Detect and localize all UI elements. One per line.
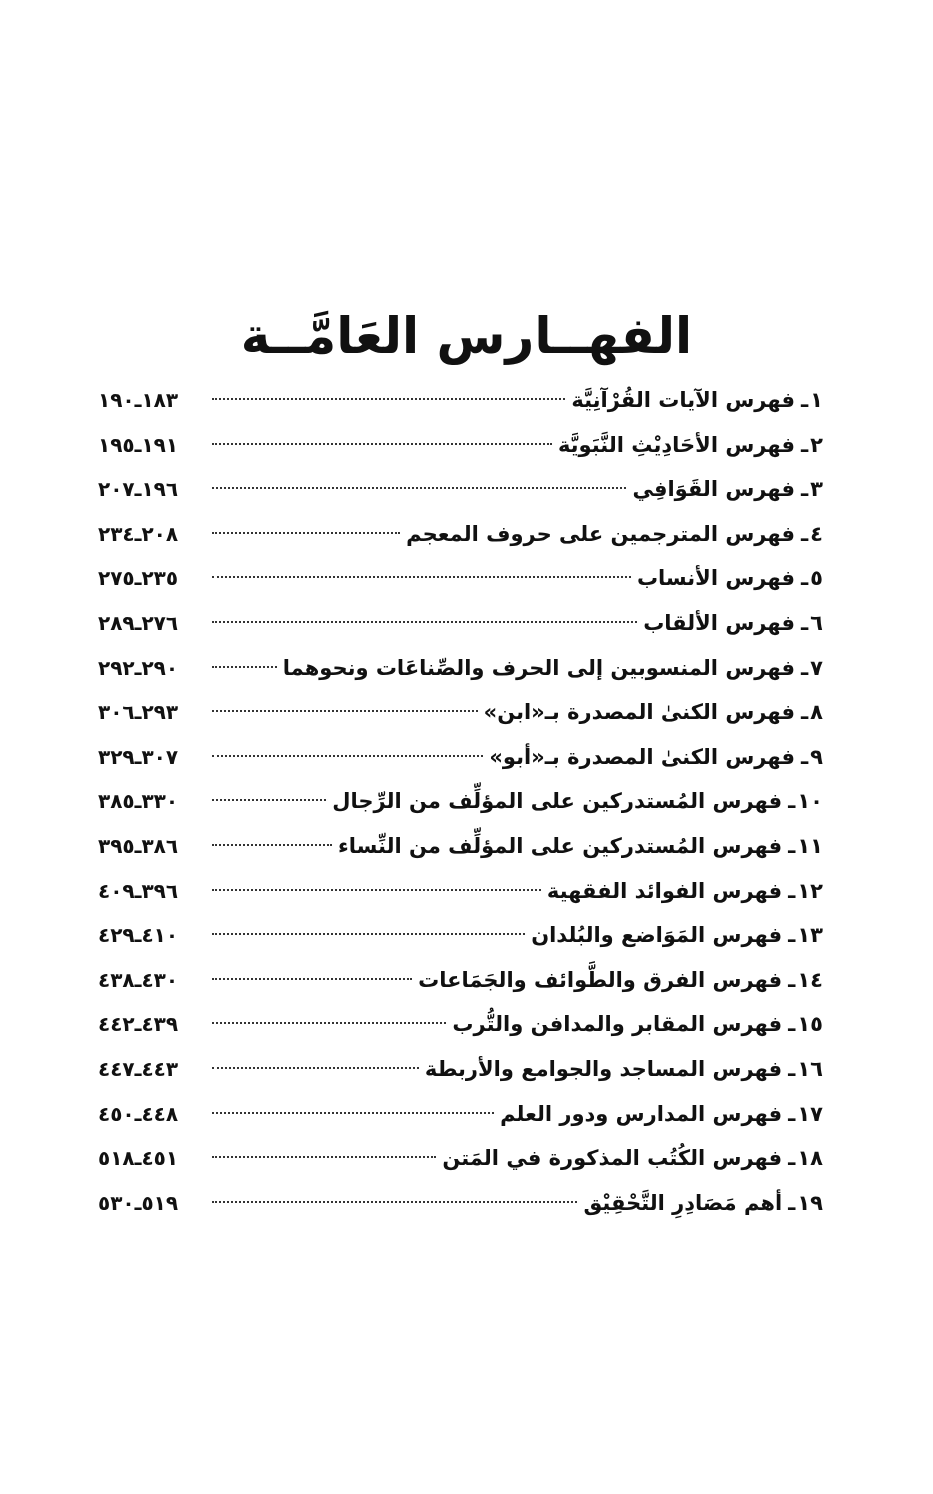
- toc-entry: [98, 646, 823, 691]
- toc-entry: [98, 824, 823, 869]
- entry-separator: ـ: [800, 744, 809, 769]
- entry-label: فهرس المنسوبين إلى الحرف والصِّناعَات ونحوهما: [282, 655, 795, 680]
- entry-page-range: ٣٣٠ـ٣٨٥: [98, 789, 179, 814]
- entry-number: ٦: [810, 610, 823, 635]
- dot-leader: [212, 532, 400, 534]
- dot-leader: [212, 487, 626, 489]
- entry-label: فهرس الألقاب: [643, 610, 795, 635]
- entry-number: ١٨: [797, 1146, 823, 1171]
- entry-separator: ـ: [800, 700, 809, 725]
- entry-number: ٢: [810, 432, 823, 457]
- entry-label: فهرس الأحَادِيْثِ النَّبَويَّة: [557, 432, 795, 457]
- page-title: الفهــارس العَامَّــة: [240, 306, 693, 365]
- entry-page-range: ٤٣٠ـ٤٣٨: [98, 967, 179, 992]
- toc-entry: [98, 690, 823, 735]
- entry-number: ١٠: [797, 789, 823, 814]
- entry-number: ١٤: [797, 967, 823, 992]
- entry-page-range: ٤٤٣ـ٤٤٧: [98, 1056, 179, 1081]
- entry-separator: ـ: [788, 878, 796, 903]
- entry-page-range: ٣٩٦ـ٤٠٩: [98, 878, 179, 903]
- entry-separator: ـ: [788, 833, 796, 858]
- entry-label: فهرس الكُتُب المذكورة في المَتن: [442, 1146, 783, 1171]
- entry-label: فهرس المساجد والجوامع والأربطة: [424, 1056, 783, 1081]
- entry-separator: ـ: [788, 967, 796, 992]
- toc-entry: [98, 1092, 823, 1137]
- dot-leader: [212, 933, 525, 935]
- entry-separator: ـ: [800, 432, 809, 457]
- entry-label: فهرس القَوَافِي: [632, 477, 795, 502]
- entry-label: فهرس المدارس ودور العلم: [500, 1101, 783, 1126]
- entry-number: ١٩: [797, 1190, 823, 1215]
- entry-page-range: ٣٨٦ـ٣٩٥: [98, 833, 179, 858]
- entry-separator: ـ: [788, 1190, 796, 1215]
- entry-label: فهرس المترجمين على حروف المعجم: [406, 521, 795, 546]
- toc-entry: [98, 601, 823, 646]
- entry-number: ٣: [810, 477, 823, 502]
- toc-entry: [98, 378, 823, 423]
- dot-leader: [212, 1112, 494, 1114]
- toc-entry: [98, 1047, 823, 1092]
- entry-page-range: ٤٥١ـ٥١٨: [98, 1146, 179, 1171]
- entry-label: فهرس الكنىٰ المصدرة بـ«أبو»: [489, 744, 795, 769]
- entry-number: ١٧: [797, 1101, 823, 1126]
- entry-separator: ـ: [800, 521, 809, 546]
- entry-separator: ـ: [788, 789, 796, 814]
- entry-label: فهرس الأنساب: [636, 566, 795, 591]
- entry-separator: ـ: [800, 655, 809, 680]
- entry-page-range: ٤١٠ـ٤٢٩: [98, 923, 179, 948]
- toc-entry: [98, 779, 823, 824]
- entry-number: ١٢: [797, 878, 823, 903]
- entry-number: ٨: [810, 700, 823, 725]
- entry-separator: ـ: [800, 388, 809, 412]
- dot-leader: [212, 1156, 436, 1158]
- entry-separator: ـ: [800, 477, 809, 502]
- entry-page-range: ٤٣٩ـ٤٤٢: [98, 1012, 179, 1037]
- entry-separator: ـ: [788, 1146, 796, 1171]
- entry-number: ١٣: [797, 923, 823, 948]
- entry-label: فهرس الفوائد الفقهية: [546, 878, 783, 903]
- entry-page-range: ٢٧٦ـ٢٨٩: [98, 610, 179, 635]
- toc-entry: [98, 958, 823, 1003]
- entry-separator: ـ: [800, 566, 809, 591]
- entry-number: ٥: [810, 566, 823, 591]
- entry-number: ١١: [797, 833, 823, 858]
- dot-leader: [212, 398, 565, 400]
- entry-separator: ـ: [788, 1101, 796, 1126]
- entry-separator: ـ: [788, 923, 796, 948]
- entry-page-range: ٣٠٧ـ٣٢٩: [98, 744, 179, 769]
- entry-separator: ـ: [800, 610, 809, 635]
- dot-leader: [212, 710, 478, 712]
- dot-leader: [212, 755, 483, 757]
- dot-leader: [212, 978, 412, 980]
- entry-label: فهرس المقابر والمدافن والتُّرب: [452, 1012, 783, 1037]
- entry-page-range: ٢٠٨ـ٢٣٤: [98, 521, 179, 546]
- dot-leader: [212, 1022, 446, 1024]
- entry-label: فهرس الكنىٰ المصدرة بـ«ابن»: [483, 700, 795, 725]
- dot-leader: [212, 576, 631, 578]
- entry-number: ٩: [810, 744, 823, 769]
- toc-entry: [98, 735, 823, 780]
- entry-page-range: ١٩١ـ١٩٥: [98, 432, 179, 457]
- entry-number: ١٥: [797, 1012, 823, 1037]
- dot-leader: [212, 666, 277, 668]
- entry-number: ٤: [810, 521, 823, 546]
- entry-label: فهرس المُستدركين على المؤلِّف من النِّساء: [338, 833, 783, 858]
- table-of-contents: [98, 378, 823, 1215]
- dot-leader: [212, 889, 541, 891]
- entry-page-range: ١٨٣ـ١٩٠: [98, 388, 179, 412]
- entry-number: ١٦: [797, 1056, 823, 1081]
- entry-label: فهرس المَوَاضع والبُلدان: [531, 923, 783, 948]
- entry-page-range: ٢٩٣ـ٣٠٦: [98, 700, 179, 725]
- dot-leader: [212, 1067, 419, 1069]
- dot-leader: [212, 844, 332, 846]
- entry-page-range: ٢٣٥ـ٢٧٥: [98, 566, 179, 591]
- entry-page-range: ٢٩٠ـ٢٩٢: [98, 655, 179, 680]
- entry-label: فهرس المُستدركين على المؤلِّف من الرِّجال: [332, 789, 783, 814]
- entry-separator: ـ: [788, 1012, 796, 1037]
- entry-label: فهرس الآيات القُرْآنِيَّة: [571, 388, 795, 412]
- entry-label: فهرس الفرق والطَّوائف والجَمَاعات: [418, 967, 783, 992]
- toc-entry: [98, 913, 823, 958]
- entry-number: ١: [810, 388, 823, 412]
- toc-entry: [98, 423, 823, 468]
- entry-label: أهم مَصَادِرِ التَّحْقِيْق: [583, 1190, 783, 1215]
- dot-leader: [212, 799, 326, 801]
- entry-number: ٧: [810, 655, 823, 680]
- dot-leader: [212, 621, 637, 623]
- toc-entry: [98, 467, 823, 512]
- entry-page-range: ٥١٩ـ٥٣٠: [98, 1190, 179, 1215]
- entry-separator: ـ: [788, 1056, 796, 1081]
- toc-entry: [98, 1136, 823, 1181]
- toc-entry: [98, 512, 823, 557]
- dot-leader: [212, 1201, 577, 1203]
- toc-entry: [98, 556, 823, 601]
- dot-leader: [212, 443, 552, 445]
- entry-page-range: ٤٤٨ـ٤٥٠: [98, 1101, 179, 1126]
- toc-entry: [98, 1002, 823, 1047]
- entry-page-range: ١٩٦ـ٢٠٧: [98, 477, 179, 502]
- toc-entry: [98, 1181, 823, 1226]
- toc-entry: [98, 869, 823, 914]
